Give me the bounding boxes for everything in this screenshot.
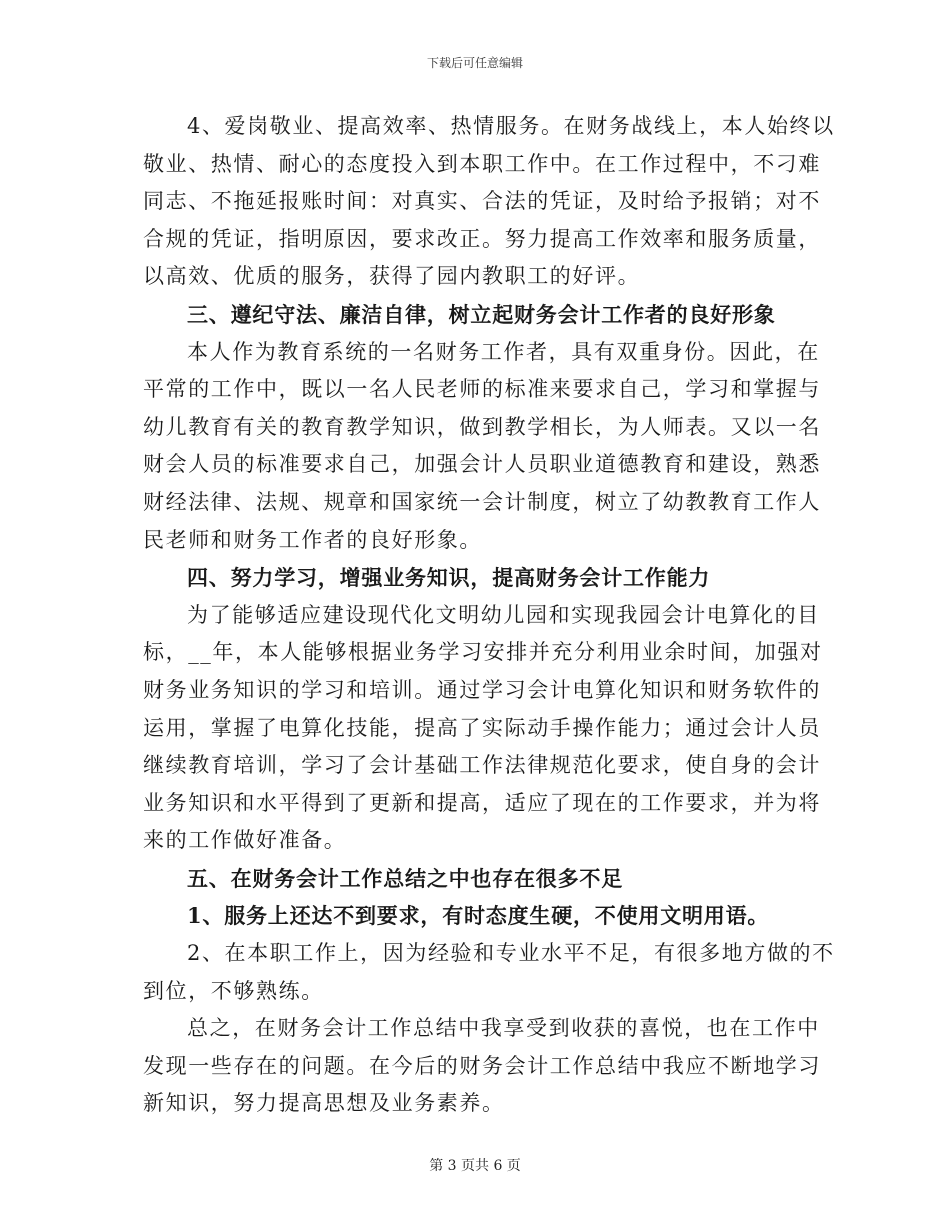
paragraph-line: 平常的工作中，既以一名人民老师的标准来要求自己，学习和掌握与 bbox=[143, 377, 821, 402]
paragraph-line: 民老师和财务工作者的良好形象。 bbox=[143, 527, 482, 552]
paragraph-line: 2、在本职工作上，因为经验和专业水平不足，有很多地方做的不 bbox=[187, 941, 835, 966]
paragraph-line: 新知识，努力提高思想及业务素养。 bbox=[143, 1091, 505, 1116]
section-heading-line: 1、服务上还达不到要求，有时态度生硬，不使用文明用语。 bbox=[187, 903, 770, 929]
paragraph-line: 以高效、优质的服务，获得了园内教职工的好评。 bbox=[143, 264, 641, 289]
page-header: 下载后可任意编辑 bbox=[426, 56, 523, 70]
paragraph-line: 来的工作做好准备。 bbox=[143, 828, 347, 853]
paragraph-line: 标，__年，本人能够根据业务学习安排并充分利用业余时间，加强对 bbox=[143, 640, 823, 665]
paragraph-line: 财经法律、法规、规章和国家统一会计制度，树立了幼教教育工作人 bbox=[143, 489, 821, 514]
paragraph-line: 合规的凭证，指明原因，要求改正。努力提高工作效率和服务质量， bbox=[143, 226, 821, 251]
paragraph-line: 为了能够适应建设现代化文明幼儿园和实现我园会计电算化的目 bbox=[187, 602, 820, 627]
paragraph-line: 敬业、热情、耐心的态度投入到本职工作中。在工作过程中，不刁难 bbox=[143, 151, 821, 176]
paragraph-line: 同志、不拖延报账时间：对真实、合法的凭证，及时给予报销；对不 bbox=[143, 189, 821, 214]
paragraph-line: 幼儿教育有关的教育教学知识，做到教学相长，为人师表。又以一名 bbox=[143, 414, 821, 439]
section-heading-line: 三、遵纪守法、廉洁自律，树立起财务会计工作者的良好形象 bbox=[187, 301, 776, 327]
page-number: 第 3 页共 6 页 bbox=[429, 1158, 521, 1174]
document-body bbox=[143, 108, 835, 1123]
paragraph-line: 发现一些存在的问题。在今后的财务会计工作总结中我应不断地学习 bbox=[143, 1053, 821, 1078]
paragraph-line: 4、爱岗敬业、提高效率、热情服务。在财务战线上，本人始终以 bbox=[187, 114, 835, 138]
paragraph-line: 财务业务知识的学习和培训。通过学习会计电算化知识和财务软件的 bbox=[143, 677, 821, 702]
section-heading-line: 五、在财务会计工作总结之中也存在很多不足 bbox=[187, 865, 623, 891]
section-heading-line: 四、努力学习，增强业务知识，提高财务会计工作能力 bbox=[187, 565, 711, 591]
paragraph-line: 总之，在财务会计工作总结中我享受到收获的喜悦，也在工作中 bbox=[187, 1016, 820, 1041]
paragraph-line: 财会人员的标准要求自己，加强会计人员职业道德教育和建设，熟悉 bbox=[143, 452, 821, 477]
paragraph-line: 继续教育培训，学习了会计基础工作法律规范化要求，使自身的会计 bbox=[143, 753, 821, 778]
paragraph-line: 到位，不够熟练。 bbox=[143, 978, 324, 1003]
paragraph-line: 本人作为教育系统的一名财务工作者，具有双重身份。因此，在 bbox=[187, 339, 820, 364]
paragraph-line: 运用，掌握了电算化技能，提高了实际动手操作能力；通过会计人员 bbox=[143, 715, 821, 740]
paragraph-line: 业务知识和水平得到了更新和提高，适应了现在的工作要求，并为将 bbox=[143, 790, 821, 815]
